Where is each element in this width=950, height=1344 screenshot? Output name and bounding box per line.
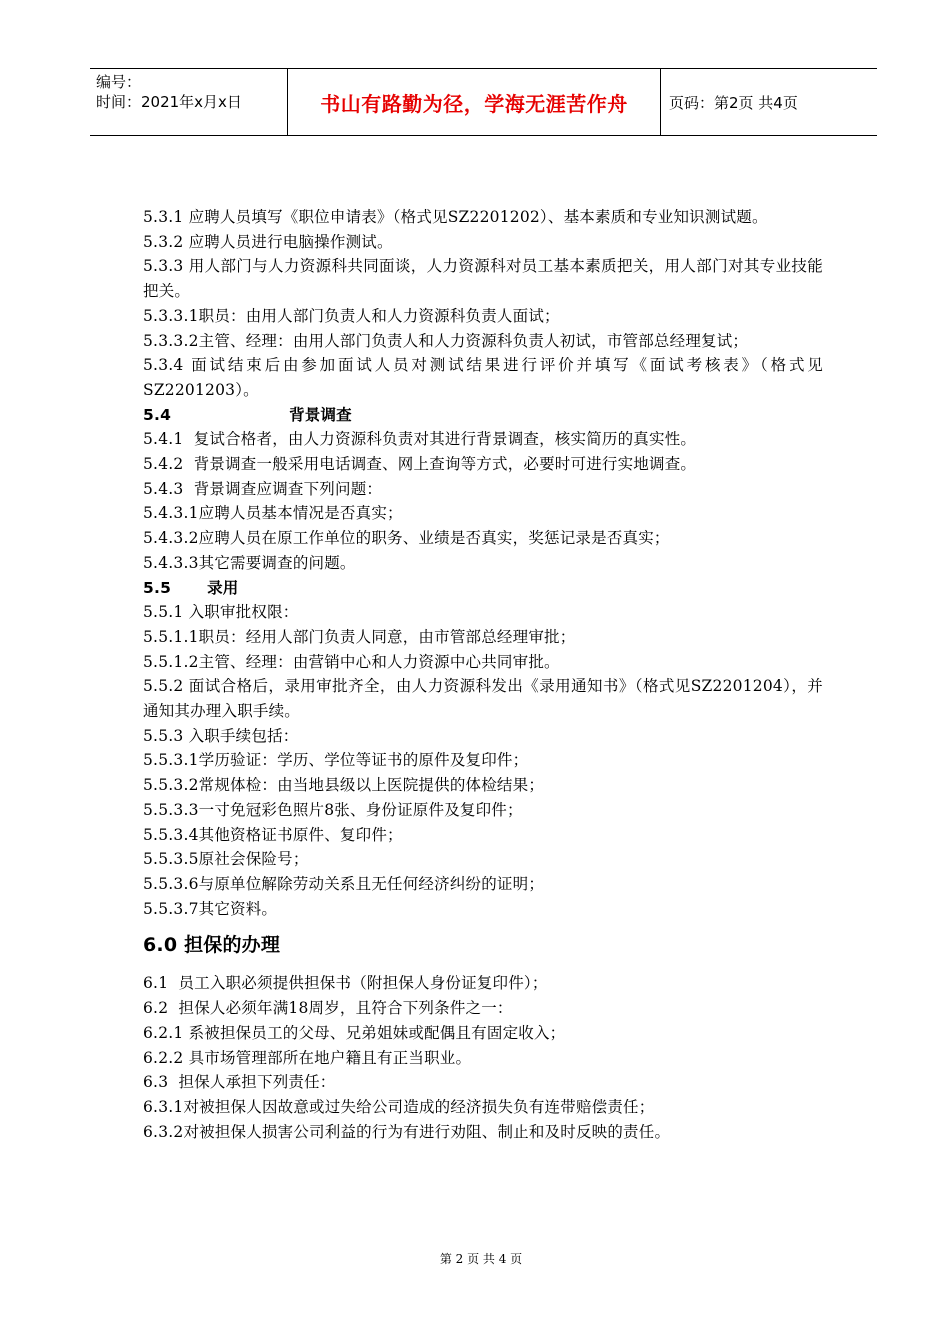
paragraph: 5.3.3 用人部门与人力资源科共同面谈，人力资源科对员工基本素质把关，用人部门对其专业技能把关。: [143, 257, 823, 301]
paragraph: 5.3.4 面试结束后由参加面试人员对测试结果进行评价并填写《面试考核表》（格式见SZ2201203）。: [143, 356, 823, 399]
section-heading-5-5: [143, 576, 823, 601]
document-body: [143, 205, 823, 1144]
paragraph: 5.5.3.1学历验证：学历、学位等证书的原件及复印件；: [143, 751, 529, 770]
paragraph: 6.2 担保人必须年满18周岁，且符合下列条件之一：: [143, 999, 513, 1018]
paragraph: 5.4.3.2应聘人员在原工作单位的职务、业绩是否真实，奖惩记录是否真实；: [143, 529, 670, 548]
chapter-heading-6: 6.0 担保的办理: [143, 934, 281, 957]
section-title: 录用: [207, 578, 239, 597]
paragraph: 5.5.1 入职审批权限：: [143, 603, 299, 622]
paragraph: 5.3.3.2主管、经理：由用人部门负责人和人力资源科负责人初试，市管部总经理复试；: [143, 331, 749, 350]
paragraph: 5.5.3.5原社会保险号；: [143, 850, 309, 869]
page-footer: 第 2 页 共 4 页: [439, 1252, 523, 1266]
paragraph: 6.2.1 系被担保员工的父母、兄弟姐妹或配偶且有固定收入；: [143, 1023, 566, 1042]
paragraph: 5.3.1 应聘人员填写《职位申请表》（格式见SZ2201202）、基本素质和专业知识测试题。: [143, 208, 768, 226]
section-title: 背景调查: [289, 405, 352, 424]
paragraph: 5.4.3 背景调查应调查下列问题：: [143, 479, 383, 498]
paragraph: 5.5.3.3一寸免冠彩色照片8张、身份证原件及复印件；: [143, 800, 523, 819]
paragraph: 5.5.3 入职手续包括：: [143, 726, 299, 745]
paragraph: 6.2.2 具市场管理部所在地户籍且有正当职业。: [143, 1048, 472, 1067]
paragraph: 5.4.3.3其它需要调查的问题。: [143, 553, 356, 572]
paragraph: 5.5.1.2主管、经理：由营销中心和人力资源中心共同审批。: [143, 652, 560, 671]
paragraph: 5.5.3.4其他资格证书原件、复印件；: [143, 825, 403, 844]
paragraph: 5.4.1 复试合格者，由人力资源科负责对其进行背景调查，核实简历的真实性。: [143, 430, 697, 449]
page-header: [90, 68, 877, 136]
paragraph: 6.1 员工入职必须提供担保书（附担保人身份证复印件）；: [143, 974, 548, 993]
document-number-label: 编号：: [96, 73, 142, 91]
paragraph: 5.3.2 应聘人员进行电脑操作测试。: [143, 232, 393, 251]
header-page-info: 页码：第2页 共4页: [669, 93, 798, 112]
paragraph: 5.5.2 面试合格后，录用审批齐全，由人力资源科发出《录用通知书》（格式见SZ2201204），并通知其办理入职手续。: [143, 677, 823, 721]
paragraph: 5.5.3.2常规体检：由当地县级以上医院提供的体检结果；: [143, 776, 545, 795]
section-number: 5.5: [143, 578, 172, 597]
paragraph: 5.4.2 背景调查一般采用电话调查、网上查询等方式，必要时可进行实地调查。: [143, 455, 697, 474]
paragraph: 5.5.3.7其它资料。: [143, 899, 278, 918]
paragraph: 5.4.3.1应聘人员基本情况是否真实；: [143, 504, 403, 523]
document-time-label: 时间：2021年x月x日: [96, 93, 242, 111]
header-meta: [90, 69, 287, 135]
paragraph: 5.5.3.6与原单位解除劳动关系且无任何经济纠纷的证明；: [143, 874, 545, 893]
paragraph: 6.3 担保人承担下列责任：: [143, 1073, 336, 1092]
paragraph: 5.5.1.1职员：经用人部门负责人同意，由市管部总经理审批；: [143, 627, 576, 646]
paragraph: 6.3.1对被担保人因故意或过失给公司造成的经济损失负有连带赔偿责任；: [143, 1097, 655, 1116]
paragraph: 5.3.3.1职员：由用人部门负责人和人力资源科负责人面试；: [143, 306, 560, 325]
header-motto: 书山有路勤为径，学海无涯苦作舟: [287, 69, 661, 135]
section-heading-5-4: [143, 403, 823, 428]
paragraph: 6.3.2对被担保人损害公司利益的行为有进行劝阻、制止和及时反映的责任。: [143, 1122, 671, 1141]
section-number: 5.4: [143, 405, 172, 424]
